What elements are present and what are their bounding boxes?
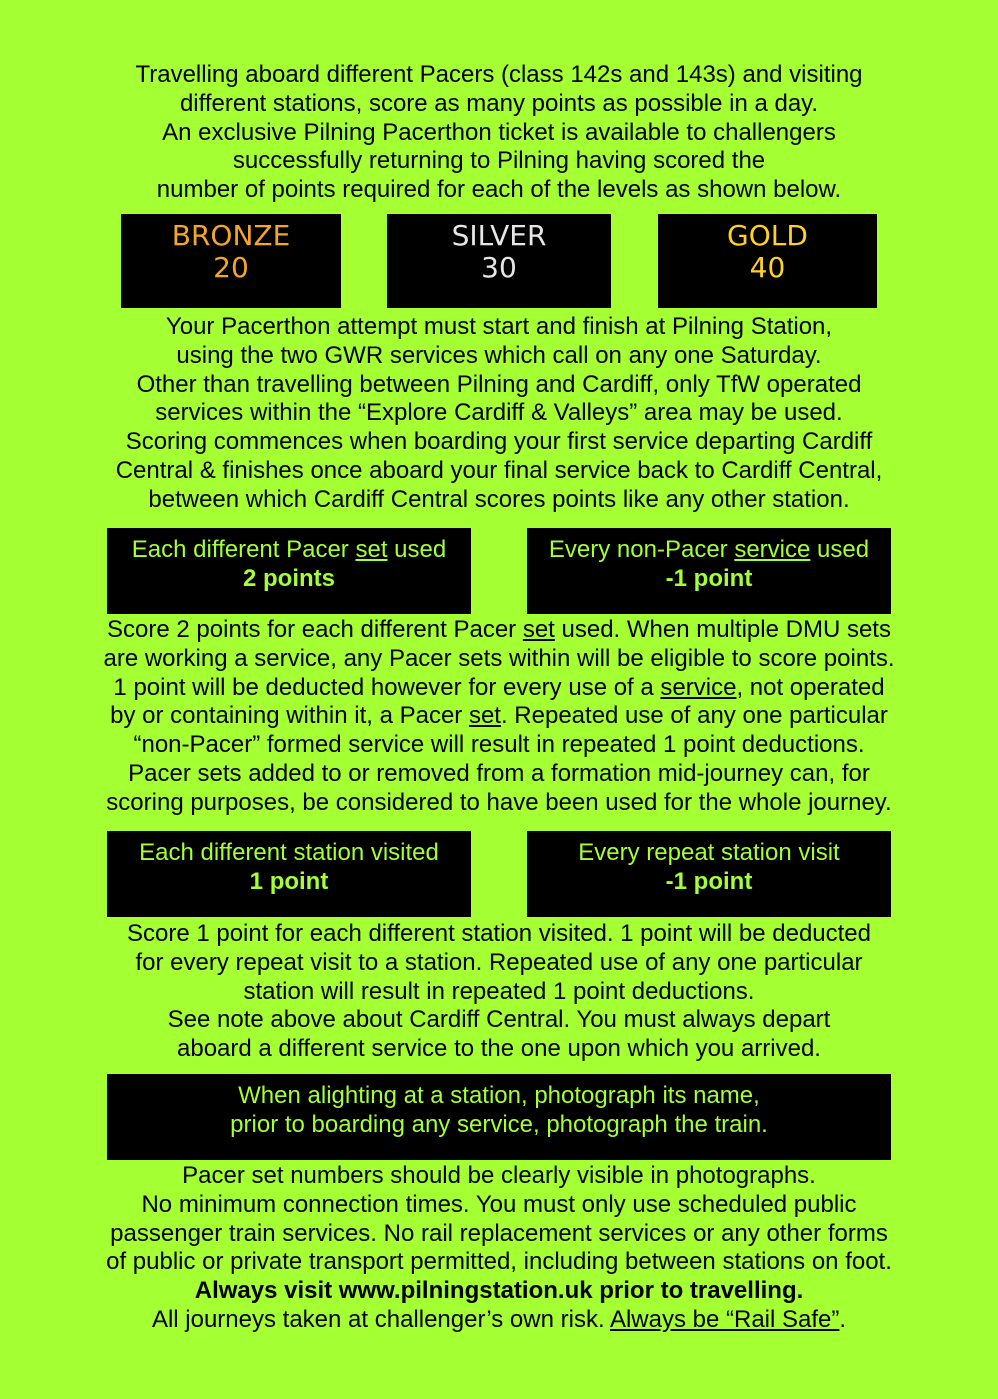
score-label: Each different Pacer set used bbox=[131, 536, 447, 563]
pacer-line: Pacer sets added to or removed from a formation mid-journey can, for bbox=[128, 759, 870, 787]
score-label: Every repeat station visit bbox=[578, 839, 840, 866]
station-line: See note above about Cardiff Central. You must always depart bbox=[167, 1006, 831, 1034]
rules-line: Other than travelling between Pilning and Cardiff, only TfW operated bbox=[136, 370, 862, 398]
score-points: 1 point bbox=[249, 867, 329, 895]
pacer-set-score-box bbox=[107, 528, 471, 614]
intro-line: successfully returning to Pilning having scored the bbox=[232, 147, 766, 175]
photograph-instructions-box bbox=[107, 1074, 891, 1160]
bronze-level-box bbox=[121, 214, 341, 308]
final-line: of public or private transport permitted, including between stations on foot. bbox=[106, 1248, 892, 1276]
intro-line: Travelling aboard different Pacers (class 142s and 143s) and visiting bbox=[135, 61, 863, 88]
rules-line: Your Pacerthon attempt must start and finish at Pilning Station, bbox=[165, 313, 833, 340]
photo-line: prior to boarding any service, photograph the train. bbox=[230, 1110, 768, 1138]
final-line: No minimum connection times. You must only use scheduled public bbox=[141, 1190, 857, 1218]
non-pacer-score-box bbox=[527, 528, 891, 614]
final-line: passenger train services. No rail replacement services or any other forms bbox=[110, 1219, 888, 1247]
gold-level-box bbox=[658, 214, 877, 308]
rules-line: Scoring commences when boarding your first service departing Cardiff bbox=[125, 428, 873, 456]
rules-line: Central & finishes once aboard your final service back to Cardiff Central, bbox=[115, 456, 883, 484]
final-line: All journeys taken at challenger’s own risk. Always be “Rail Safe”. bbox=[151, 1305, 847, 1333]
pacer-line: “non-Pacer” formed service will result in repeated 1 point deductions. bbox=[133, 731, 865, 759]
station-scoring-paragraph bbox=[0, 920, 998, 1064]
station-line: station will result in repeated 1 point deductions. bbox=[243, 977, 755, 1005]
rules-paragraph bbox=[0, 313, 998, 515]
rules-line: using the two GWR services which call on any one Saturday. bbox=[176, 341, 822, 369]
score-points: -1 point bbox=[665, 564, 753, 592]
intro-paragraph bbox=[0, 61, 998, 205]
score-label: Each different station visited bbox=[139, 839, 439, 866]
rules-line: services within the “Explore Cardiff & Valleys” area may be used. bbox=[155, 399, 843, 427]
pacer-scoring-paragraph bbox=[0, 616, 998, 818]
level-name: BRONZE bbox=[171, 219, 291, 252]
pacer-line: scoring purposes, be considered to have been used for the whole journey. bbox=[106, 788, 892, 816]
station-line: aboard a different service to the one upon which you arrived. bbox=[177, 1035, 821, 1063]
silver-level-box bbox=[387, 214, 611, 308]
level-points: 20 bbox=[213, 251, 249, 284]
score-points: -1 point bbox=[665, 867, 753, 895]
rules-line: between which Cardiff Central scores points like any other station. bbox=[148, 485, 850, 513]
station-line: Score 1 point for each different station visited. 1 point will be deducted bbox=[126, 920, 871, 947]
intro-line: An exclusive Pilning Pacerthon ticket is available to challengers bbox=[162, 118, 836, 146]
intro-line: number of points required for each of the levels as shown below. bbox=[156, 176, 842, 204]
rail-safe-link[interactable]: Always be “Rail Safe” bbox=[609, 1305, 840, 1333]
pacer-line: Score 2 points for each different Pacer set used. When multiple DMU sets bbox=[107, 616, 891, 643]
repeat-visit-score-box bbox=[527, 831, 891, 917]
website-notice: Always visit www.pilningstation.uk prior to travelling. bbox=[194, 1277, 804, 1305]
level-name: SILVER bbox=[451, 219, 547, 252]
score-label: Every non-Pacer service used bbox=[548, 536, 870, 563]
pacer-line: 1 point will be deducted however for every use of a service, not operated bbox=[113, 673, 885, 701]
station-line: for every repeat visit to a station. Repeated use of any one particular bbox=[135, 948, 863, 976]
photo-line: When alighting at a station, photograph its name, bbox=[238, 1082, 760, 1109]
pacer-line: by or containing within it, a Pacer set. Repeated use of any one particular bbox=[110, 702, 888, 730]
level-points: 30 bbox=[481, 251, 517, 284]
level-name: GOLD bbox=[727, 219, 808, 252]
level-points: 40 bbox=[749, 251, 786, 284]
intro-line: different stations, score as many points as possible in a day. bbox=[179, 89, 819, 117]
final-paragraph bbox=[0, 1162, 998, 1335]
station-visit-score-box bbox=[107, 831, 471, 917]
score-points: 2 points bbox=[242, 564, 335, 592]
pacer-line: are working a service, any Pacer sets within will be eligible to score points. bbox=[103, 644, 895, 672]
final-line: Pacer set numbers should be clearly visible in photographs. bbox=[182, 1162, 816, 1189]
